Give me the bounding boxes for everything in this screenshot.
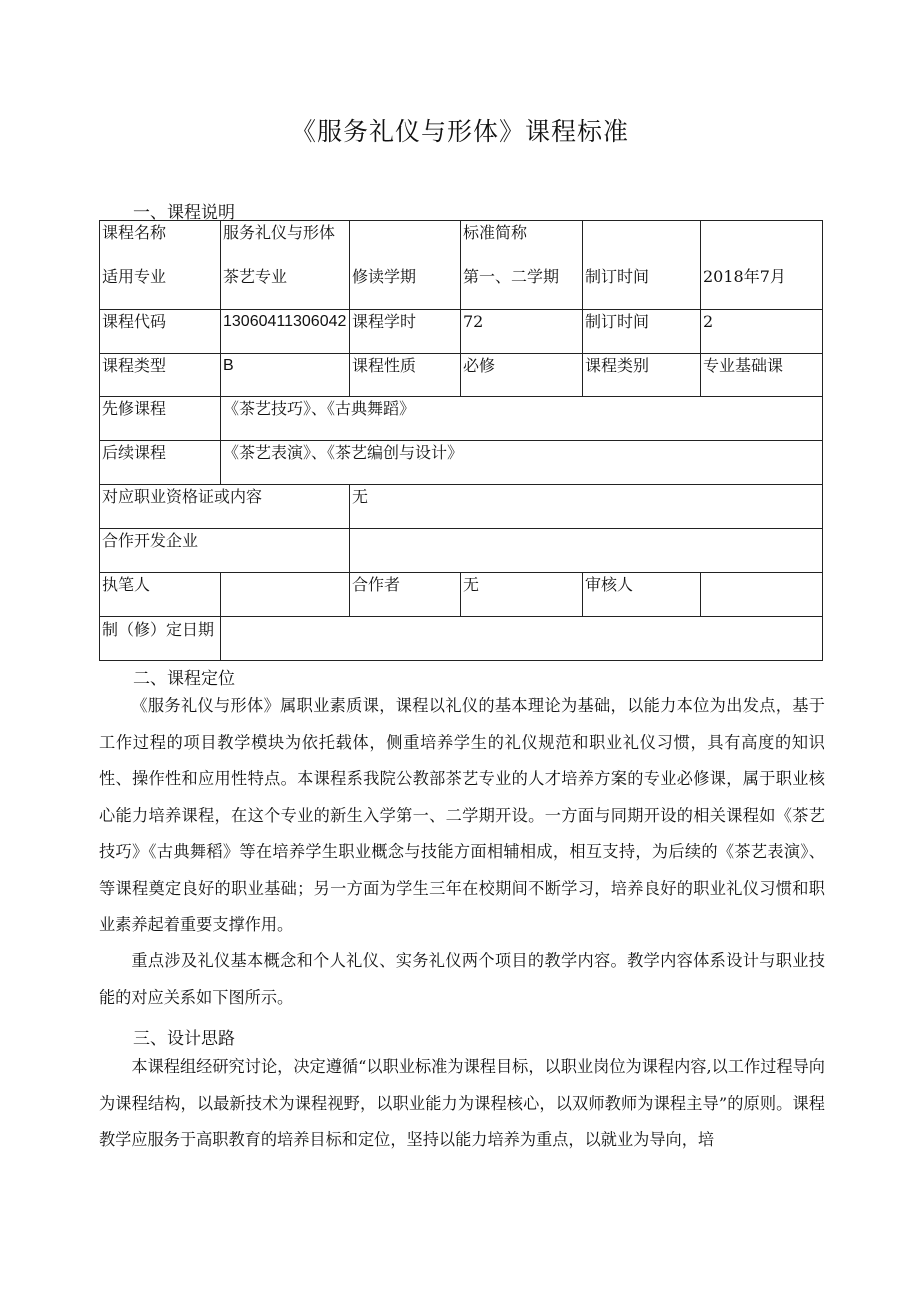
nature-value: 必修 [461, 354, 583, 397]
course-name-label: 课程名称 [102, 223, 167, 242]
code-label: 课程代码 [100, 310, 221, 354]
made-time-label-2: 制订时间 [583, 310, 701, 354]
code-value: 13060411306042 [221, 310, 350, 354]
cert-label: 对应职业资格证或内容 [100, 485, 350, 529]
value-cell-1 [221, 221, 350, 310]
std-abbr-label: 标准简称 [463, 223, 528, 242]
section-heading-course-positioning: 二、课程定位 [133, 669, 235, 689]
made-time-label: 制订时间 [585, 267, 650, 286]
hours-label: 课程学时 [350, 310, 461, 354]
category-label: 课程类别 [583, 354, 701, 397]
paragraph-focus: 重点涉及礼仪基本概念和个人礼仪、实务礼仪两个项目的教学内容。教学内容体系设计与职业技能的对应关系如下图所示。 [99, 951, 825, 1007]
blank [350, 221, 460, 265]
followup-label: 后续课程 [100, 441, 221, 485]
reviewer-value [701, 573, 823, 617]
cert-value: 无 [350, 485, 823, 529]
date-value [221, 617, 823, 661]
term-value: 第一、二学期 [463, 267, 560, 286]
made-time-cell [583, 221, 701, 310]
blank [701, 221, 822, 265]
prereq-value: 《茶艺技巧》、《古典舞蹈》 [221, 397, 823, 441]
document-title: 《服务礼仪与形体》课程标准 [290, 117, 629, 146]
made-time-value: 2018年7月 [703, 267, 786, 286]
category-value: 专业基础课 [701, 354, 823, 397]
label-cell-1 [100, 221, 221, 310]
made-time-value-cell [701, 221, 823, 310]
term-label: 修读学期 [352, 267, 417, 286]
prereq-label: 先修课程 [100, 397, 221, 441]
credit-value: 2 [701, 310, 823, 354]
paragraph-positioning: 《服务礼仪与形体》属职业素质课，课程以礼仪的基本理论为基础，以能力本位为出发点，基于工作过程的项目教学模块为依托载体，侧重培养学生的礼仪规范和职业礼仪习惯，具有高度的知识性、操作性和应用性特点。本课程系我院公教部茶艺专业的人才培养方案的专业必修课，属于职业核心能力培养课程，在这个专业的新生入学第一、二学期开设。一方面与同期开设的相关课程如《茶艺技巧》《古典舞稻》等在培养学生职业概念与技能方面相辅相成，相互支持，为后续的《茶艺表演》、等课程奠定良好的职业基础；另一方面为学生三年在校期间不断学习，培养良好的职业礼仪习惯和职业素养起着重要支撑作用。 [99, 696, 825, 934]
paragraph-design: 本课程组经研究讨论，决定遵循“以职业标准为课程目标，以职业岗位为课程内容,以工作过程导向为课程结构，以最新技术为课程视野，以职业能力为课程核心，以双师教师为课程主导”的原则。课程教学应服务于高职教育的培养目标和定位，坚持以能力培养为重点，以就业为导向，培 [99, 1057, 825, 1149]
course-name-value: 服务礼仪与形体 [223, 223, 336, 242]
enterprise-label: 合作开发企业 [100, 529, 350, 573]
date-label: 制（修）定日期 [100, 617, 221, 661]
followup-value: 《茶艺表演》、《茶艺编创与设计》 [221, 441, 823, 485]
section-heading-course-description: 一、课程说明 [133, 203, 235, 223]
course-info-table [99, 220, 823, 661]
nature-label: 课程性质 [350, 354, 461, 397]
major-value: 茶艺专业 [223, 267, 288, 286]
partner-label: 合作者 [350, 573, 461, 617]
type-label: 课程类型 [100, 354, 221, 397]
enterprise-value [350, 529, 823, 573]
hours-value: 72 [461, 310, 583, 354]
type-value: B [221, 354, 350, 397]
partner-value: 无 [461, 573, 583, 617]
std-abbr-value [583, 221, 700, 265]
author-value [221, 573, 350, 617]
author-label: 执笔人 [100, 573, 221, 617]
reviewer-label: 审核人 [583, 573, 701, 617]
section-heading-design-ideas: 三、设计思路 [133, 1029, 235, 1049]
term-cell [350, 221, 461, 310]
major-label: 适用专业 [102, 267, 167, 286]
std-abbr-cell [461, 221, 583, 310]
